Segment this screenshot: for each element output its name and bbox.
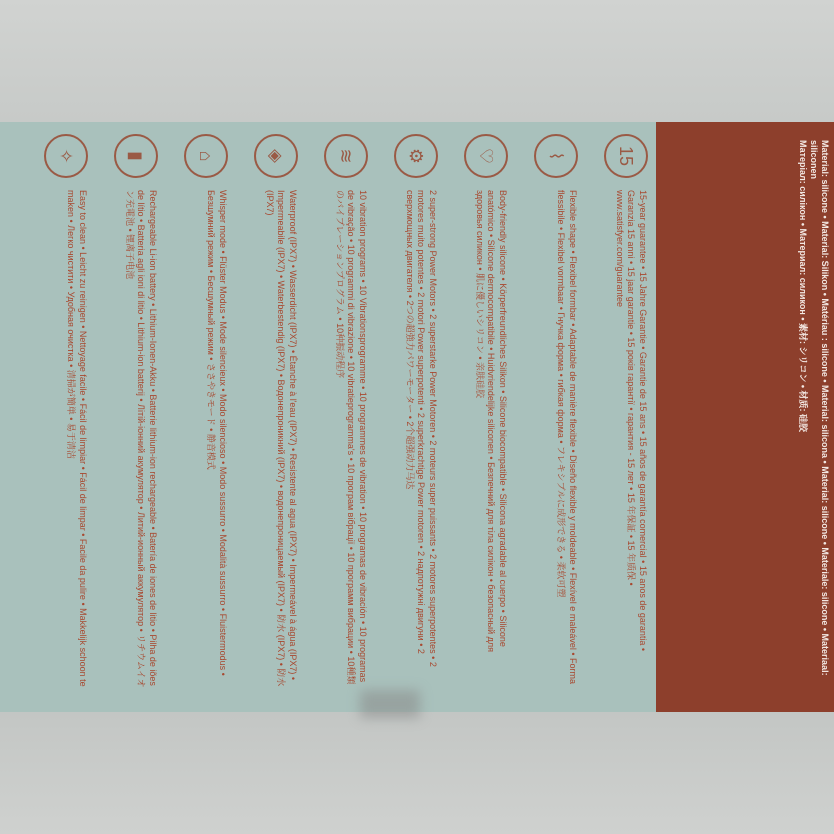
body-friendly-icon: ♡: [464, 134, 508, 178]
waterproof-icon: ◈: [254, 134, 298, 178]
motor-icon: ⚙: [394, 134, 438, 178]
material-text-container: [790, 140, 830, 700]
background-top: [0, 0, 834, 122]
feature-text: Rechargeable Li-ion battery • Lithium-Ionen-Akku • Batterie lithium-ion rechargeable • Batería de iones de litio • Pilha de iões de lítio • Batteria agli ioni di litio • Lithium-ion batterij • Літій-іонний акумулятор • Литий-ионный аккумулятор • リチウムイオン充電池 • 锂离子电池: [125, 190, 158, 688]
feature-row: [114, 122, 158, 712]
feature-row: [44, 122, 88, 712]
shadow: [360, 690, 420, 718]
feature-text: Whisper mode • Flüster Modus • Mode silencieux • Modo silencioso • Modo sussurro • Modalità sussurro • Fluistermodus • Безшумний режим • Бесшумный режим • ささやきモード • 静音模式: [206, 190, 228, 676]
feature-text: Waterproof (IPX7) • Wasserdicht (IPX7) • Étanche à l'eau (IPX7) • Resistente al agua (IPX7) • Impermeável à água (IPX7) • Impermeabile (IPX7) • Waterbestendig (IPX7) • Водонепроникний (IPX7) • водонепроницаемый (IPX7) • 防水 (IPX7) • 防水 (IPX7): [265, 190, 298, 687]
feature-row: [464, 122, 508, 712]
number-15-icon: 15: [604, 134, 648, 178]
feature-text: Body-friendly silicone • Körperfreundliches Silikon • Silicone biocompatible • Silicona agradable al cuerpo • Silicone anatómico • Silicone dermocompatibile • Huidvriendelijke siliconen • Безпечний для тіла силікон • безопасный для здоровья силикон • 肌に優しいシリコン • 亲肤硅胶: [475, 190, 508, 653]
feature-text: 15-year guarantee • 15 Jahre Garantie • Garantie de 15 ans • 15 años de garantía comercial • 15 anos de garantia • Garanzia 15 anni • 15 jaar garantie • 15 років гарантії • гарантия - 15 лет • 15 年保証 • 15 年质保 • www.satisfyer.com/guarantee: [615, 190, 648, 652]
feature-list: [0, 122, 656, 712]
feature-row: [324, 122, 368, 712]
feature-list-container: [0, 122, 656, 712]
feature-text: 2 super-strong Power Motors • 2 superstarke Power Motoren • 2 moteurs super puissants • 2 motores superpotentes • 2 motores muito potentes • 2 motori Power superpotenti • 2 superkrachtige Power motoren • 2 надпотужні двигуни • 2 сверхмощных двигателя • 2つの超強力パワーモーター • 2个超强动力马达: [405, 190, 438, 667]
feature-text: Easy to clean • Leicht zu reinigen • Nettoyage facile • Fácil de limpiar • Fácil de limpar • Facile da pulire • Makkelijk schoon te maken • Легко чистити • Удобная очистка • 清掃が簡単 • 易于清洁: [66, 190, 88, 687]
material-line-1: Material: silicone • Material: Silikon • Matériau : silicone • Material: silicona • Material: silicone • Materiale: silicone • Materiaal: siliconen: [809, 140, 830, 676]
feature-row: [254, 122, 298, 712]
easy-clean-icon: ✧: [44, 134, 88, 178]
feature-row: [604, 122, 648, 712]
battery-icon: ▮: [114, 134, 158, 178]
whisper-mode-icon: ⌂: [184, 134, 228, 178]
background-bottom: [0, 712, 834, 834]
feature-text: Flexible shape • Flexibel formbar • Adaptable de manière flexible • Diseño flexible y moldeable • Flexível e maleável • Forma flessibile • Flexibel vormbaar • Гнучка форма • гибкая форма • フレキシブルに成形できる • 柔软可塑: [556, 190, 578, 684]
flexible-shape-icon: ⌇: [534, 134, 578, 178]
feature-text: 10 vibration programs • 10 Vibrationsprogramme • 10 programmes de vibration • 10 programas de vibración • 10 programas de vibração • 10 programmi di vibrazione • 10 vibratieprogramma's • 10 програм вібрації • 10 программ вибрации • 10種類のバイブレーションプログラム • 10种振动程序: [335, 190, 368, 685]
material-text: [790, 140, 830, 700]
feature-row: [184, 122, 228, 712]
vibration-icon: ≋: [324, 134, 368, 178]
material-line-2: Матеріал: силікон • Материал: силикон • 素材: シリコン • 材质: 硅胶: [798, 140, 808, 432]
feature-row: [394, 122, 438, 712]
feature-row: [534, 122, 578, 712]
